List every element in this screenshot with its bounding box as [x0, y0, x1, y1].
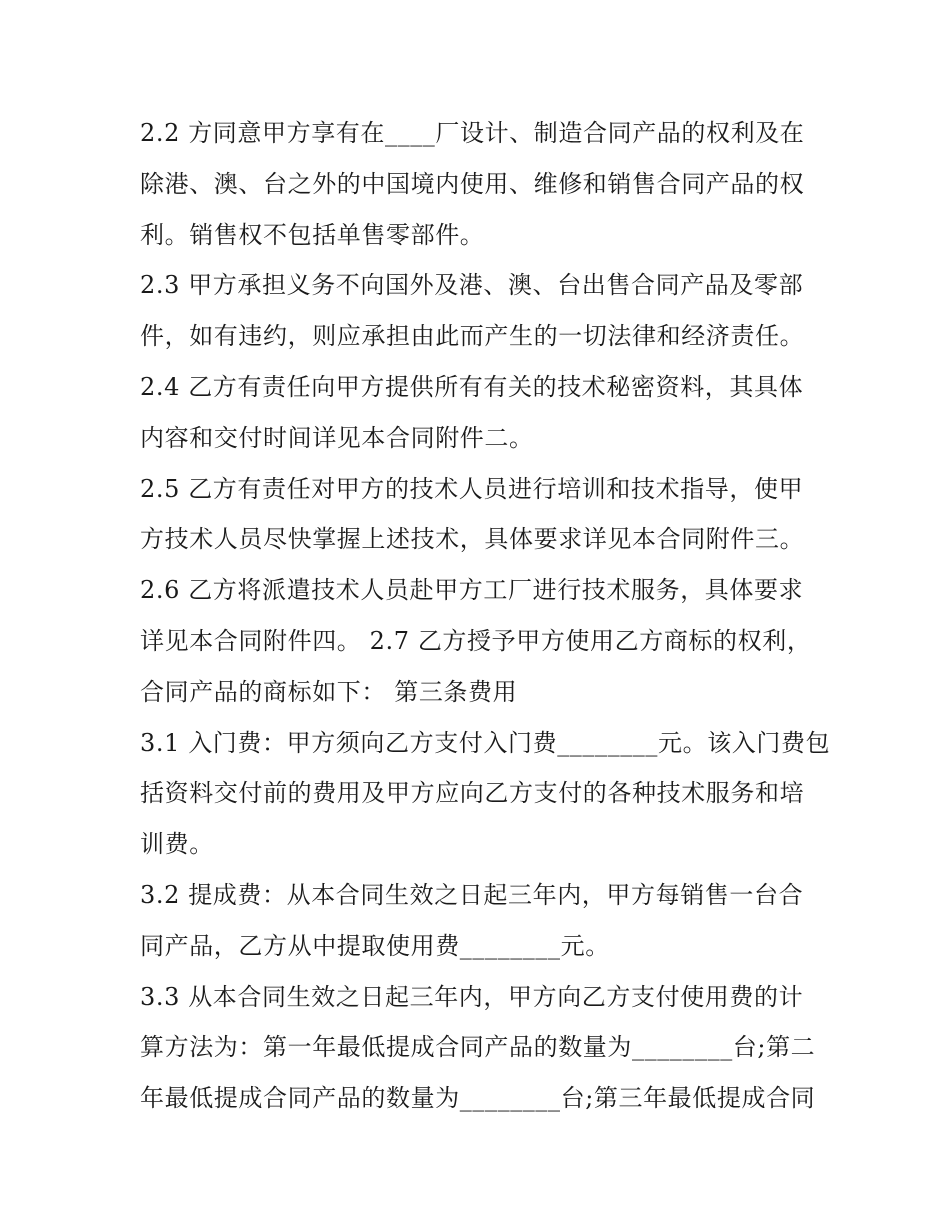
text-line: 内容和交付时间详见本合同附件二。	[140, 423, 534, 452]
text-line: 除港、澳、台之外的中国境内使用、维修和销售合同产品的权	[140, 169, 805, 198]
text-line: 件，如有违约，则应承担由此而产生的一切法律和经济责任。	[140, 322, 805, 351]
text-line: 2.6 乙方将派遣技术人员赴甲方工厂进行技术服务，具体要求	[140, 576, 804, 605]
text-line: 2.3 甲方承担义务不向国外及港、澳、台出售合同产品及零部	[140, 271, 804, 300]
text-line: 年最低提成合同产品的数量为________台;第三年最低提成合同	[140, 1084, 816, 1113]
text-line: 算方法为：第一年最低提成合同产品的数量为________台;第二	[140, 1033, 816, 1062]
text-line: 利。销售权不包括单售零部件。	[140, 220, 485, 249]
text-line: 3.2 提成费：从本合同生效之日起三年内，甲方每销售一台合	[140, 880, 804, 909]
text-line: 同产品，乙方从中提取使用费________元。	[140, 931, 610, 960]
text-line: 3.1 入门费：甲方须向乙方支付入门费________元。该入门费包	[140, 728, 831, 757]
text-line: 2.4 乙方有责任向甲方提供所有有关的技术秘密资料，其具体	[140, 372, 804, 401]
text-line: 括资料交付前的费用及甲方应向乙方支付的各种技术服务和培	[140, 779, 805, 808]
text-line: 详见本合同附件四。 2.7 乙方授予甲方使用乙方商标的权利，	[140, 626, 812, 655]
text-line: 2.5 乙方有责任对甲方的技术人员进行培训和技术指导，使甲	[140, 474, 804, 503]
text-line: 3.3 从本合同生效之日起三年内，甲方向乙方支付使用费的计	[140, 982, 804, 1011]
text-line: 方技术人员尽快掌握上述技术，具体要求详见本合同附件三。	[140, 525, 805, 554]
text-line: 合同产品的商标如下： 第三条费用	[140, 677, 518, 706]
text-line: 训费。	[140, 830, 214, 859]
contract-text	[140, 108, 831, 1124]
text-line: 2.2 方同意甲方享有在____厂设计、制造合同产品的权利及在	[140, 119, 805, 147]
